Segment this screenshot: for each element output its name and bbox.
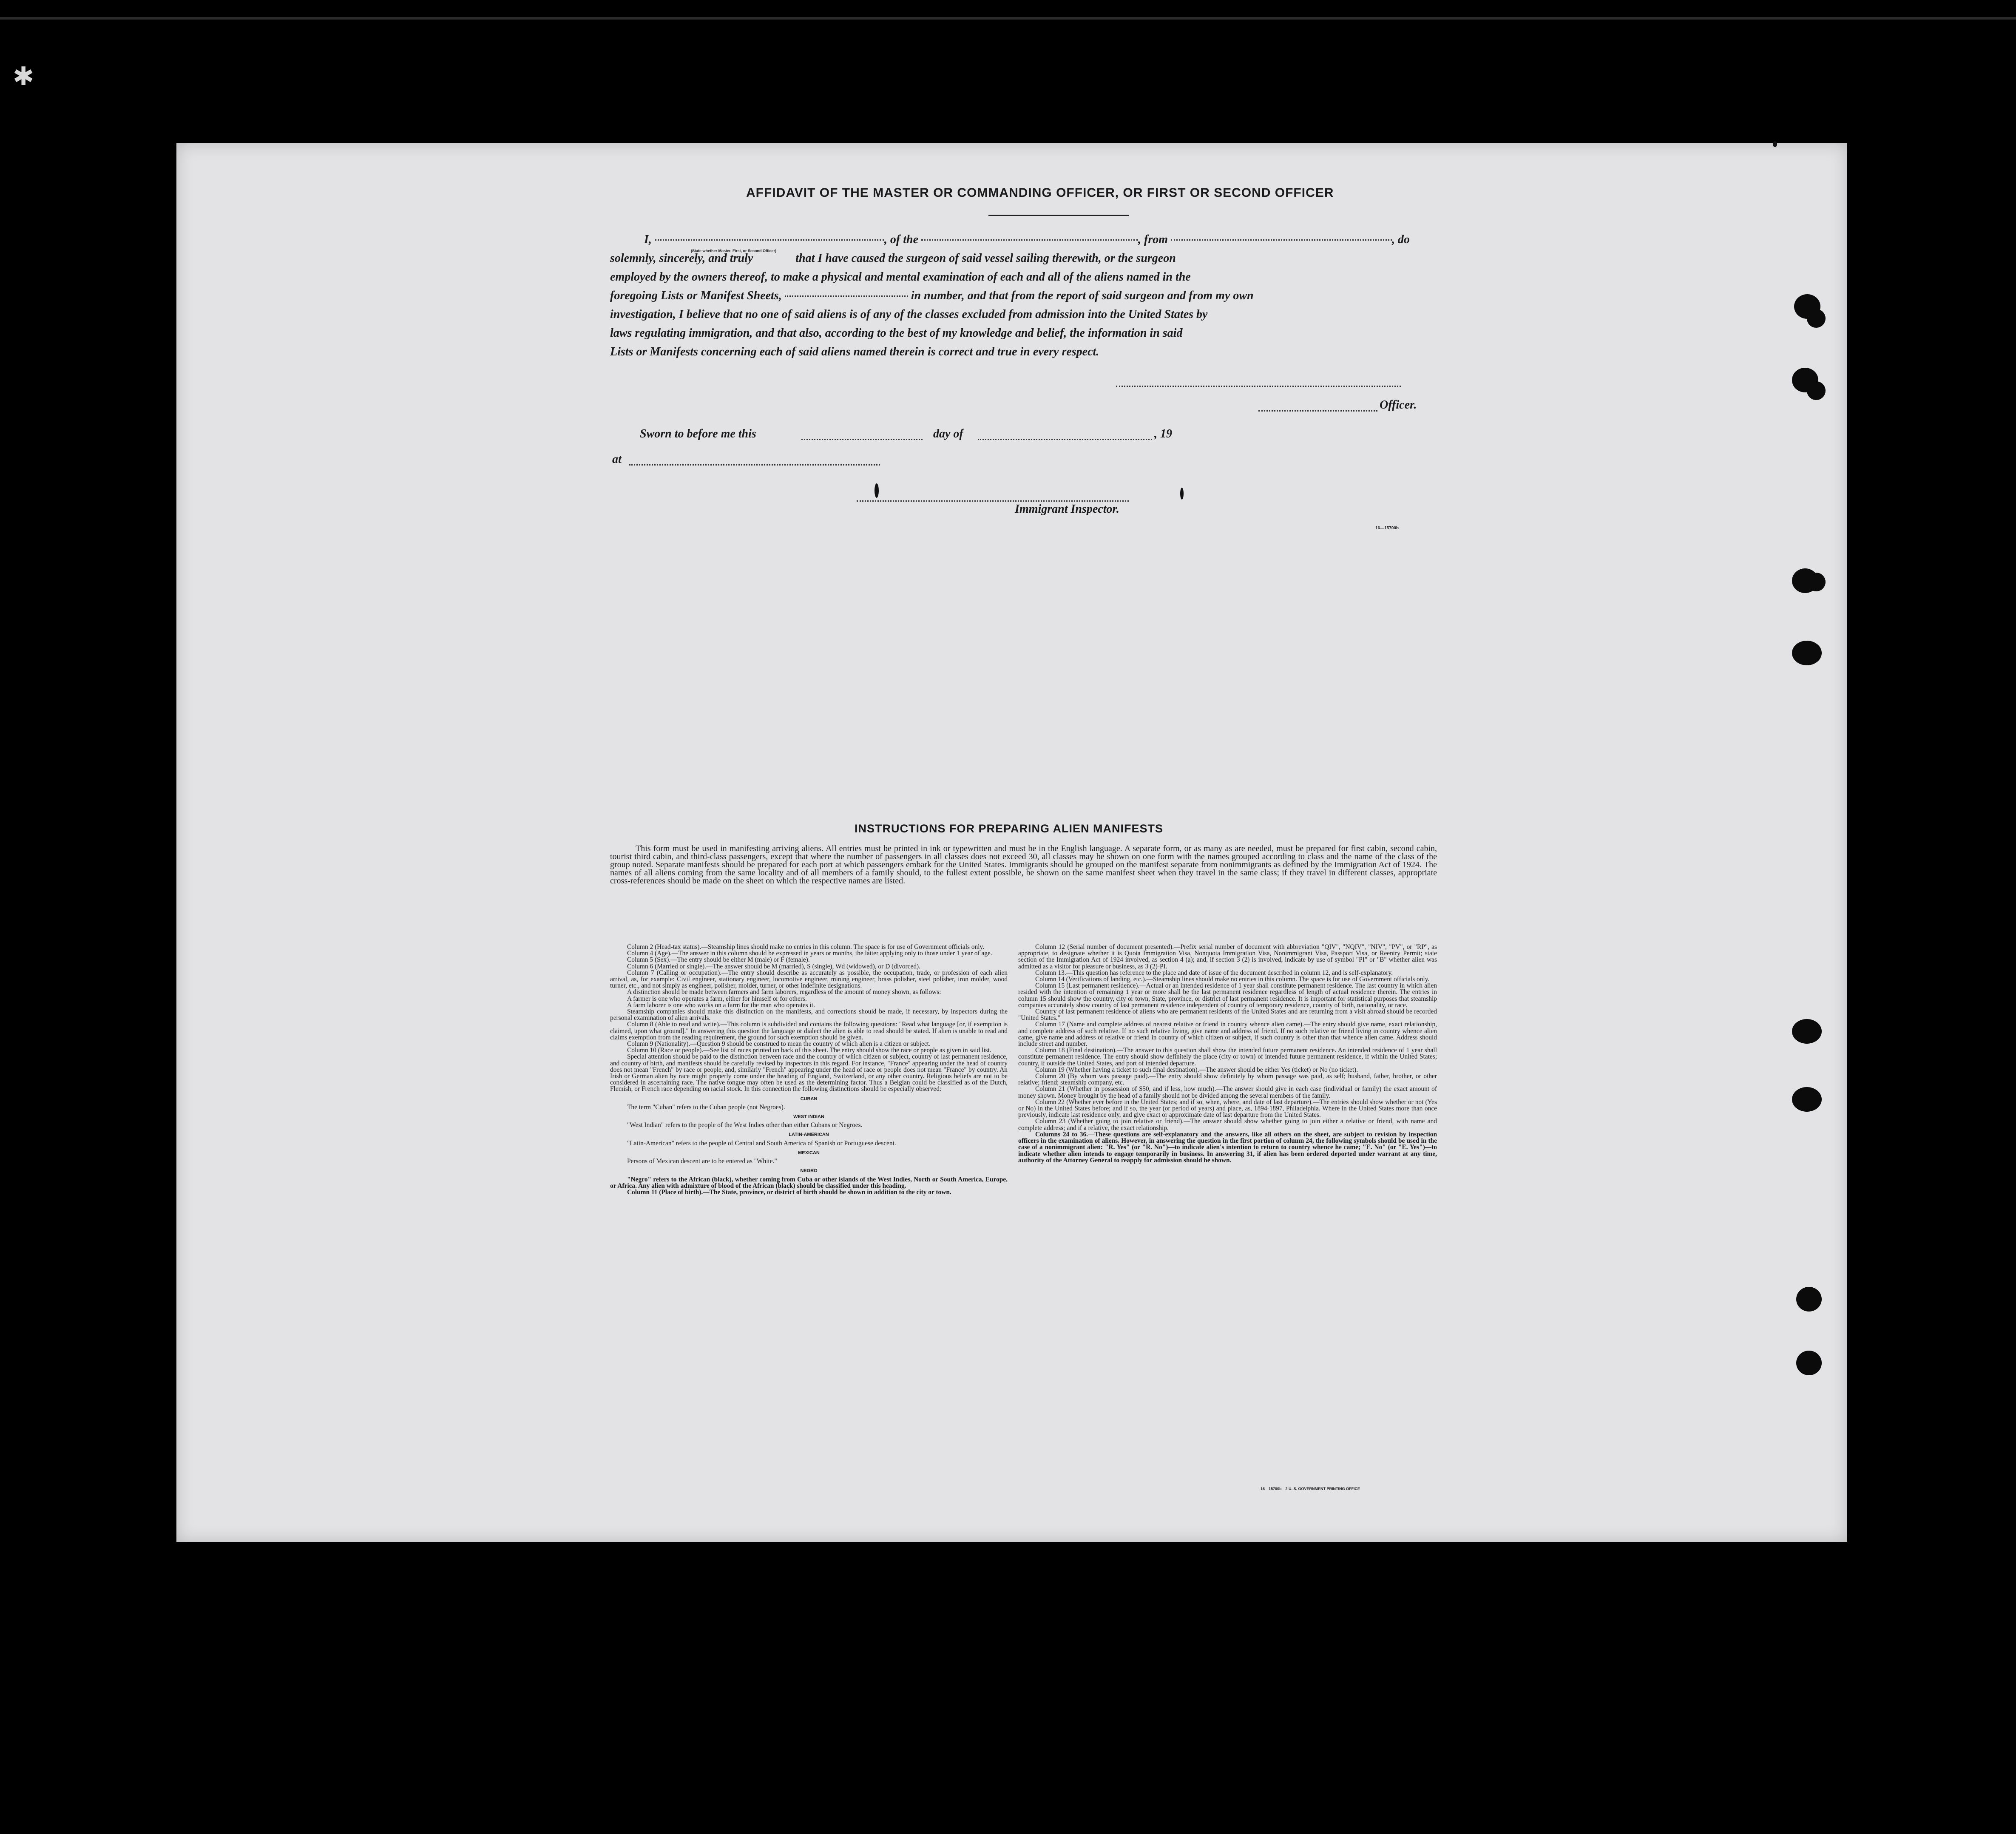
film-corner-mark: ✱ <box>13 62 34 91</box>
right-column-paragraph: Column 22 (Whether ever before in the United States; and if so, when, where, and date of last departure).—The entries should show whether or not (Yes or No) in the United States before; and if so, the year (or period of years) and place, as, 1894-1897, Philadelphia. Where in the United States more than once previously, indicate last residence only, and give exact or approximate date of last departure from the United States. <box>1018 1098 1437 1119</box>
instructions-right-column <box>1018 944 1437 1164</box>
left-column-paragraph: Column 5 (Sex).—The entry should be either M (male) or F (female). <box>627 956 810 964</box>
right-column-paragraph: Column 20 (By whom was passage paid).—The entry should show definitely by whom passage was paid, as self; husband, father, brother, or other relative; friend; steamship company, etc. <box>1018 1073 1437 1087</box>
signature-line <box>1116 386 1401 387</box>
document-page <box>176 143 1847 1542</box>
latin-american-text: "Latin-American" refers to the people of Central and South America of Spanish or Portuguese descent. <box>627 1139 896 1147</box>
sworn-month-field <box>978 439 1152 440</box>
cuban-heading: CUBAN <box>800 1096 818 1102</box>
right-column-paragraph: Columns 24 to 36.—These questions are self-explanatory and the answers, like all others on the sheet, are subject to revision by inspection officers in the examination of aliens. However, in answering the question in the first portion of column 24, the following symbols should be used in the case of a nonimmigrant alien: "R. Yes" (or "R. No")—to indicate alien's intention to return to country whence he came; "E. No" (or "E. Yes")—to indicate whether alien intends to engage temporarily in business. In answering 31, if alien has been ordered deported under warrant at any time, authority of the Attorney General to reapply for admission should be shown. <box>1018 1130 1437 1164</box>
right-column-paragraph: Column 13.—This question has reference to the place and date of issue of the document described in column 12, and is self-explanatory. <box>1035 969 1393 977</box>
right-column-paragraph: Column 21 (Whether in possession of $50, and if less, how much).—The answer should give in each case (individual or family) the exact amount of money shown. Money brought by the head of a family should not be divided among the several members of the family. <box>1018 1085 1437 1099</box>
right-column-paragraph: Column 12 (Serial number of document presented).—Prefix serial number of document with abbreviation "QIV", "NQIV", "NIV", "PV", or "RP", as appropriate, to designate whether it is Quota Immigration Visa, Nonquota Immigration Visa, Nonimmigrant Visa, Passport Visa, or Reentry Permit; state section of the Immigration Act of 1924 involved, as section 4 (a); and, if section 3 (2) is involved, indicate by use of symbol "PI" or "B" whether alien was admitted as a visitor for pleasure or business, as 3 (2)-PI. <box>1018 943 1437 970</box>
year-label: , 19 <box>1154 427 1172 440</box>
day-of-label: day of <box>933 427 963 440</box>
punch-hole <box>1796 1351 1822 1375</box>
number-field <box>785 295 908 297</box>
right-column-paragraph: Column 17 (Name and complete address of nearest relative or friend in country whence alien came).—The entry should give name, exact relationship, and complete address of such relative. If no such relative living, give name and address of friend. If no such relative or friend living in country whence alien came, give name and address of relative or friend in country of which citizen or subject, if such country is other than that whence alien came. Address should include street and number. <box>1018 1021 1437 1048</box>
ink-blot <box>875 483 879 498</box>
punch-hole <box>1792 1087 1822 1112</box>
left-column-paragraph: A farm laborer is one who works on a farm for the man who operates it. <box>627 1001 815 1009</box>
punch-hole <box>1807 573 1826 591</box>
left-column-paragraph: A distinction should be made between farmers and farm laborers, regardless of the amount of money shown, as follows: <box>627 988 941 996</box>
left-column-paragraph: Special attention should be paid to the distinction between race and the country of which citizen or subject, country of last permanent residence, and country of birth, and manifests should be carefully revised by inspectors in this regard. For instance, "France" appearing under the head of country does not mean "French" by race or people, and, similarly "French" appearing under the head of race or people does not mean "France" by country. An Irish or German alien by race might properly come under the heading of England, Switzerland, or any other country. Religious beliefs are not to be considered in ascertaining race. The native tongue may often be used as the determining factor. Thus a Belgian could be classified as of the Dutch, Flemish, or French race depending on racial stock. In this connection the following distinctions should be especially observed: <box>610 1053 1008 1093</box>
sworn-day-field <box>801 439 923 440</box>
affidavit-line-3: employed by the owners thereof, to make a physical and mental examination of each and all of the aliens named in the <box>610 270 1191 284</box>
negro-heading: NEGRO <box>800 1168 818 1174</box>
instructions-intro: This form must be used in manifesting arriving aliens. All entries must be printed in ink or typewritten and must be in the English language. A separate form, or as many as are needed, must be prepared for first cabin, second cabin, tourist third cabin, and third-class passengers, except that where the number of passengers in all classes does not exceed 30, all classes may be shown on one form with the names grouped according to class and the name of the class of the group noted. Separate manifests should be prepared for each port at which passengers embark for the United States. Immigrants should be grouped on the manifest separate from nonimmigrants as defined by the Immigration Act of 1924. The names of all aliens coming from the same locality and of all members of a family should, to the fullest extent possible, be shown on the same manifest sheet when they travel in the same class; if they travel in different classes, appropriate cross-references should be made on the sheet on which the respective names are listed. <box>610 844 1437 886</box>
left-column-paragraph: Column 4 (Age).—The answer in this column should be expressed in years or months, the latter applying only to those under 1 year of age. <box>627 950 992 957</box>
cuban-text: The term "Cuban" refers to the Cuban people (not Negroes). <box>627 1103 785 1111</box>
affidavit-line-2a: solemnly, sincerely, and truly <box>610 252 753 265</box>
left-column-paragraphs <box>610 944 1008 1093</box>
page-tear <box>1773 141 1777 147</box>
left-column-paragraph: Column 7 (Calling or occupation).—The entry should describe as accurately as possible, the occupation, trade, or profession of each alien arrival, as, for example: Civil engineer, stationary engineer, locomotive engineer, mining engineer, brass polisher, steel polisher, iron molder, wood turner, etc., and not simply as engineer, polisher, molder, turner, or other indefinite designations. <box>610 969 1008 990</box>
ink-blot <box>1180 488 1184 500</box>
vessel-name-field <box>921 239 1138 241</box>
affidavit-from: , from <box>1138 233 1168 246</box>
punch-hole <box>1807 381 1826 400</box>
right-column-paragraph: Country of last permanent residence of aliens who are permanent residents of the United States and are returning from a visit abroad should be recorded "United States." <box>1018 1008 1437 1022</box>
officer-rank-field <box>655 239 884 241</box>
punch-hole <box>1792 641 1822 665</box>
affidavit-line-2 <box>610 249 1435 268</box>
location-field <box>629 464 880 466</box>
affidavit-of-the: , of the <box>884 233 919 246</box>
west-indian-heading: WEST INDIAN <box>793 1114 824 1120</box>
left-column-paragraph: A farmer is one who operates a farm, either for himself or for others. <box>627 995 807 1002</box>
instructions-left-column <box>610 944 1008 1195</box>
mexican-text: Persons of Mexican descent are to be entered as "White." <box>627 1158 777 1165</box>
negro-text: "Negro" refers to the African (black), whether coming from Cuba or other islands of the West Indies, North or South America, Europe, or Africa. Any alien with admixture of blood of the African (black) should be classified under this heading. <box>610 1175 1008 1190</box>
affidavit-line-6: laws regulating immigration, and that also, according to the best of my knowledge and belief, the information in said <box>610 326 1183 340</box>
right-column-paragraph: Column 18 (Final destination).—The answer to this question shall show the intended future permanent residence. An intended residence of 1 year shall constitute permanent residence. The entry should show definitely the place (city or town) of intended future permanent residence, if within the United States; country, if outside the United States, and port of intended departure. <box>1018 1047 1437 1067</box>
left-column-paragraph: Column 2 (Head-tax status).—Steamship lines should make no entries in this column. The space is for use of Government officials only. <box>627 943 985 951</box>
right-column-paragraph: Column 15 (Last permanent residence).—Actual or an intended residence of 1 year shall constitute permanent residence. The last country in which alien resided with the intention of remaining 1 year or more shall be the last permanent residence regardless of length of actual residence therein. The entries in column 15 should show the country, city or town, State, province, or district of last permanent residence. It is important for statistical purposes that steamship companies accurately show country of last permanent residence independent of country of temporary residence, country of birth, nationality, or race. <box>1018 982 1437 1009</box>
punch-hole <box>1807 309 1826 328</box>
affidavit-title: AFFIDAVIT OF THE MASTER OR COMMANDING OFFICER, OR FIRST OR SECOND OFFICER <box>746 186 1334 200</box>
affidavit-line-7: Lists or Manifests concerning each of said aliens named therein is correct and true in every respect. <box>610 345 1099 358</box>
left-column-paragraph: Column 8 (Able to read and write).—This column is subdivided and contains the following questions: "Read what language [or, if exemption is claimed, upon what ground]." In answering this question the language or dialect the alien is able to read should be stated. If alien is unable to read and claims exemption from the reading requirement, the ground for such exemption should be given. <box>610 1021 1008 1041</box>
officer-signature-field <box>1258 410 1377 412</box>
inspector-label: Immigrant Inspector. <box>1015 503 1119 516</box>
title-underline <box>988 215 1129 216</box>
affidavit-text <box>610 230 1435 361</box>
right-column-paragraphs <box>1018 944 1437 1164</box>
film-edge <box>0 17 2016 20</box>
mexican-heading: MEXICAN <box>798 1150 820 1155</box>
left-column-paragraph: Column 6 (Married or single).—The answer should be M (married), S (single), Wd (widowed), or D (divorced). <box>627 962 920 970</box>
port-field <box>1171 239 1392 241</box>
left-column-paragraph: Column 9 (Nationality).—Question 9 should be construed to mean the country of which alien is a citizen or subject. <box>627 1040 931 1048</box>
affidavit-line-4a: foregoing Lists or Manifest Sheets, <box>610 289 782 302</box>
left-column-paragraph: Column 10 (Race or people).—See list of races printed on back of this sheet. The entry should show the race or people as given in said list. <box>627 1047 991 1054</box>
right-column-paragraph: Column 23 (Whether going to join relative or friend).—The answer should show whether going to join either a relative or friend, with name and complete address; and if a relative, the exact relationship. <box>1018 1118 1437 1132</box>
inspector-signature-field <box>857 500 1129 502</box>
left-column-paragraph: Steamship companies should make this distinction on the manifests, and corrections should be made, if necessary, by inspectors during the personal examination of alien arrivals. <box>610 1008 1008 1022</box>
punch-hole <box>1796 1287 1822 1312</box>
right-column-paragraph: Column 19 (Whether having a ticket to such final destination).—The answer should be either Yes (ticket) or No (no ticket). <box>1035 1066 1358 1073</box>
affidavit-line-5: investigation, I believe that no one of said aliens is of any of the classes excluded from admission into the United States by <box>610 308 1208 321</box>
affidavit-do: , do <box>1392 233 1410 246</box>
affidavit-line-4 <box>610 287 1435 305</box>
state-note: (State whether Master, First, or Second Officer) <box>691 249 777 253</box>
west-indian-text: "West Indian" refers to the people of the West Indies other than either Cubans or Negroes. <box>627 1121 863 1129</box>
officer-label: Officer. <box>1380 398 1417 412</box>
affidavit-line-2b: that I have caused the surgeon of said vessel sailing therewith, or the surgeon <box>795 252 1176 265</box>
right-column-paragraph: Column 14 (Verifications of landing, etc.).—Steamship lines should make no entries in this column. The space is for use of Government officials only. <box>1035 976 1430 983</box>
affidavit-line-4b: in number, and that from the report of said surgeon and from my own <box>911 289 1254 302</box>
latin-american-heading: LATIN-AMERICAN <box>789 1132 829 1138</box>
affidavit-i: I, <box>644 233 652 246</box>
instructions-title: INSTRUCTIONS FOR PREPARING ALIEN MANIFESTS <box>855 822 1164 835</box>
at-label: at <box>612 453 622 466</box>
punch-hole <box>1792 1019 1822 1044</box>
printer-imprint: 16—15700b—2 U. S. GOVERNMENT PRINTING OFFICE <box>1261 1487 1360 1491</box>
form-number: 16—15700b <box>1375 526 1399 531</box>
sworn-label: Sworn to before me this <box>640 427 756 440</box>
column-11-text: Column 11 (Place of birth).—The State, province, or district of birth should be shown in addition to the city or town. <box>627 1188 951 1196</box>
